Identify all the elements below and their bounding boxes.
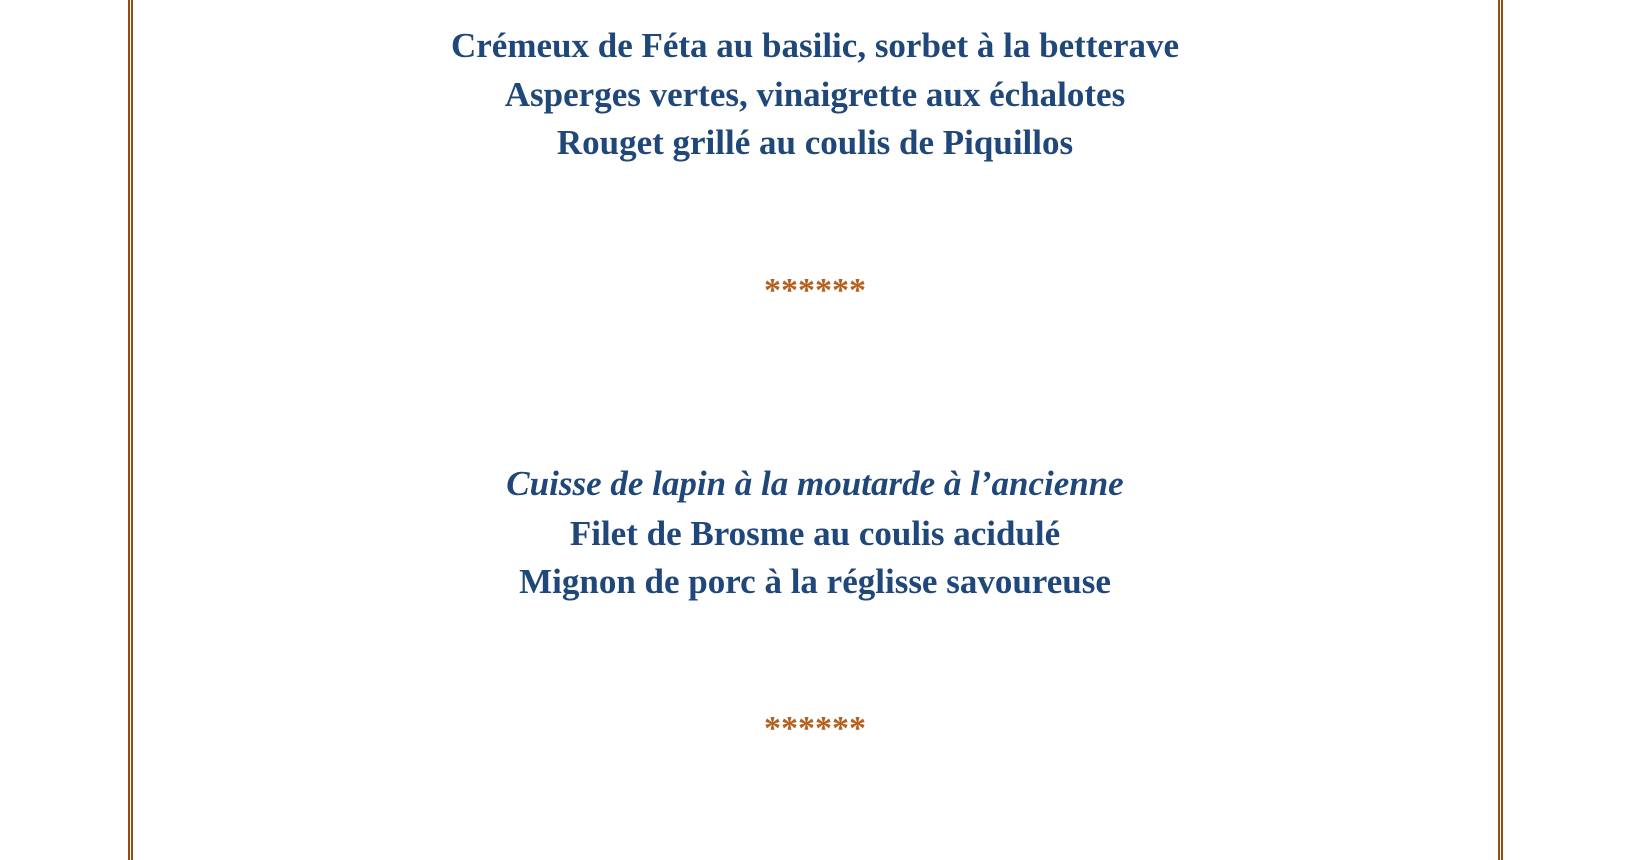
menu-item-starter-1: Crémeux de Féta au basilic, sorbet à la betterave <box>450 26 1180 65</box>
menu-item-main-3: Mignon de porc à la réglisse savoureuse <box>519 562 1111 601</box>
menu-item-starter-2: Asperges vertes, vinaigrette aux échalotes <box>504 75 1126 114</box>
menu-item-starter-3: Rouget grillé au coulis de Piquillos <box>556 123 1074 162</box>
menu-item-main-2: Filet de Brosme au coulis acidulé <box>569 514 1061 553</box>
section-separator: ****** <box>764 710 866 747</box>
menu-item-main-1: Cuisse de lapin à la moutarde à l’ancienne <box>506 464 1124 503</box>
section-separator: ****** <box>764 272 866 309</box>
